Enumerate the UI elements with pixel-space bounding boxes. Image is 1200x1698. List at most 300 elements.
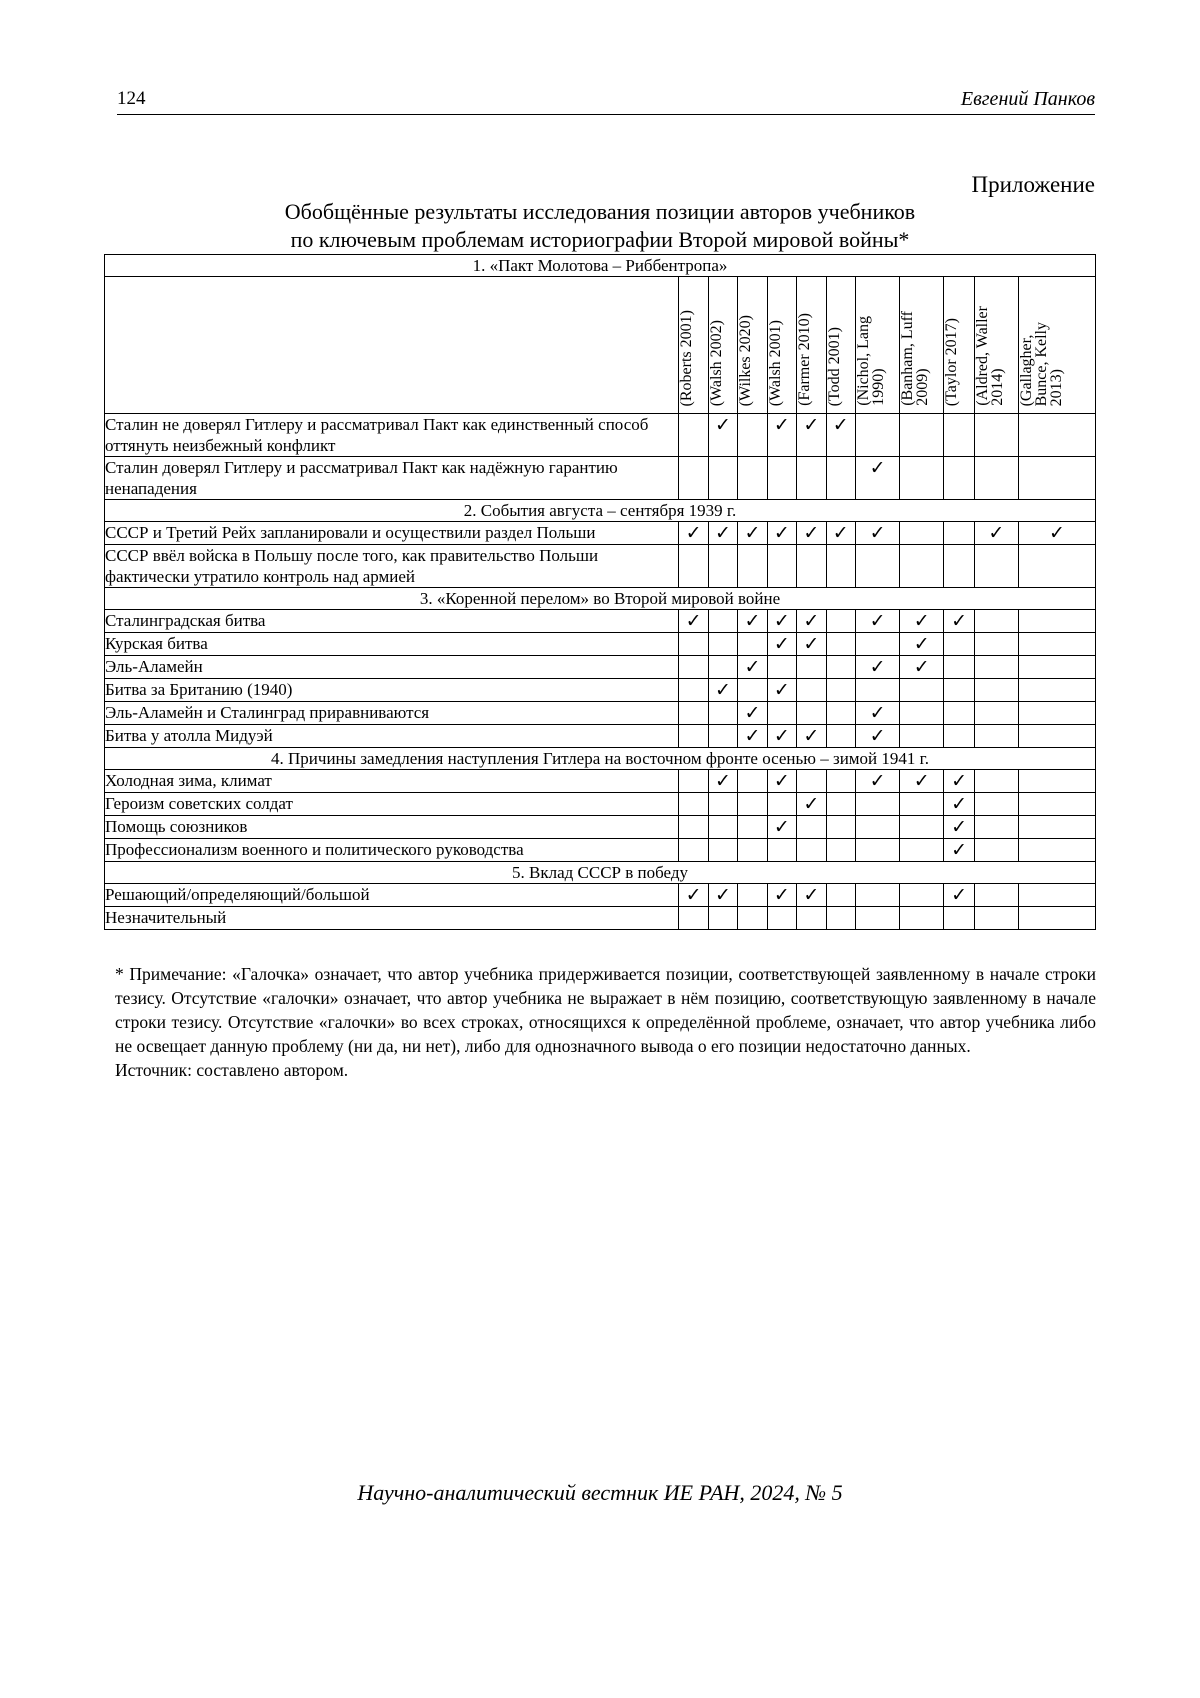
empty-cell <box>708 656 737 679</box>
empty-cell <box>826 725 855 748</box>
thesis-cell: Героизм советских солдат <box>105 793 679 816</box>
empty-cell <box>855 545 899 588</box>
empty-cell <box>855 884 899 907</box>
running-head <box>117 84 1095 115</box>
thesis-cell: Битва у атолла Мидуэй <box>105 725 679 748</box>
checkmark-icon: ✓ <box>744 702 761 724</box>
checkmark-icon: ✓ <box>951 610 967 632</box>
checkmark-cell <box>944 839 975 862</box>
checkmark-icon: ✓ <box>803 633 820 655</box>
sources-header-row <box>105 277 1096 414</box>
empty-cell <box>679 907 708 930</box>
checkmark-cell <box>708 522 737 545</box>
empty-cell <box>826 884 855 907</box>
empty-cell <box>797 770 826 793</box>
checkmark-cell <box>944 884 975 907</box>
page-number: 124 <box>117 88 146 109</box>
empty-cell <box>944 702 975 725</box>
empty-cell <box>944 522 975 545</box>
checkmark-icon: ✓ <box>951 770 967 792</box>
checkmark-icon: ✓ <box>744 656 761 678</box>
checkmark-icon: ✓ <box>715 770 731 792</box>
source-name: (Wilkes 2020) <box>737 314 755 406</box>
empty-cell <box>797 656 826 679</box>
checkmark-cell <box>826 414 855 457</box>
empty-cell <box>708 907 737 930</box>
source-header-cell <box>1018 277 1095 414</box>
empty-cell <box>826 656 855 679</box>
checkmark-icon: ✓ <box>803 793 820 815</box>
empty-cell <box>767 457 796 500</box>
checkmark-cell <box>855 522 899 545</box>
empty-cell <box>797 545 826 588</box>
checkmark-icon: ✓ <box>773 610 790 632</box>
checkmark-cell <box>944 770 975 793</box>
empty-cell <box>974 633 1018 656</box>
empty-cell <box>679 839 708 862</box>
source-name: (Aldred, Waller 2014) <box>973 306 1006 406</box>
empty-cell <box>738 770 767 793</box>
checkmark-cell <box>797 725 826 748</box>
table-row <box>105 907 1096 930</box>
empty-cell <box>1018 457 1095 500</box>
checkmark-cell <box>767 610 796 633</box>
checkmark-icon: ✓ <box>869 522 886 544</box>
empty-cell <box>900 884 944 907</box>
section-header-row <box>105 255 1096 277</box>
source-header-cell <box>738 277 767 414</box>
checkmark-cell <box>797 633 826 656</box>
empty-cell <box>1018 545 1095 588</box>
checkmark-cell <box>738 656 767 679</box>
empty-cell <box>708 610 737 633</box>
empty-cell <box>944 414 975 457</box>
empty-cell <box>900 793 944 816</box>
empty-cell <box>944 656 975 679</box>
checkmark-icon: ✓ <box>951 839 967 861</box>
empty-cell <box>944 907 975 930</box>
empty-cell <box>679 679 708 702</box>
empty-cell <box>738 816 767 839</box>
empty-cell <box>944 545 975 588</box>
empty-cell <box>679 702 708 725</box>
empty-cell <box>797 679 826 702</box>
source-header-cell <box>855 277 899 414</box>
empty-cell <box>826 633 855 656</box>
section-title: 4. Причины замедления наступления Гитлера на восточном фронте осенью – зимой 1941 г. <box>105 748 1096 770</box>
empty-cell <box>708 793 737 816</box>
results-table <box>104 254 1096 930</box>
checkmark-cell <box>797 610 826 633</box>
checkmark-cell <box>767 816 796 839</box>
empty-cell <box>767 702 796 725</box>
empty-cell <box>767 839 796 862</box>
checkmark-icon: ✓ <box>951 884 967 906</box>
empty-cell <box>826 839 855 862</box>
empty-cell <box>738 793 767 816</box>
empty-cell <box>900 545 944 588</box>
checkmark-icon: ✓ <box>715 414 731 436</box>
checkmark-icon: ✓ <box>951 793 967 815</box>
empty-cell <box>900 414 944 457</box>
checkmark-icon: ✓ <box>773 679 790 701</box>
section-header-row <box>105 588 1096 610</box>
source-header-cell <box>826 277 855 414</box>
source-name: (Roberts 2001) <box>678 309 696 406</box>
empty-cell <box>679 770 708 793</box>
table-row <box>105 457 1096 500</box>
checkmark-cell <box>855 457 899 500</box>
empty-cell <box>1018 702 1095 725</box>
checkmark-icon: ✓ <box>913 770 930 792</box>
empty-cell <box>1018 793 1095 816</box>
checkmark-cell <box>767 725 796 748</box>
empty-cell <box>974 725 1018 748</box>
empty-cell <box>974 656 1018 679</box>
thesis-cell: Незначительный <box>105 907 679 930</box>
empty-cell <box>855 633 899 656</box>
table-row <box>105 414 1096 457</box>
checkmark-cell <box>797 793 826 816</box>
section-title: 5. Вклад СССР в победу <box>105 862 1096 884</box>
checkmark-cell <box>900 656 944 679</box>
table-row <box>105 793 1096 816</box>
empty-cell <box>738 907 767 930</box>
checkmark-icon: ✓ <box>803 610 820 632</box>
checkmark-icon: ✓ <box>685 610 702 632</box>
checkmark-icon: ✓ <box>869 770 886 792</box>
checkmark-cell <box>944 610 975 633</box>
thesis-cell: Курская битва <box>105 633 679 656</box>
thesis-cell: СССР и Третий Рейх запланировали и осуществили раздел Польши <box>105 522 679 545</box>
section-header-row <box>105 748 1096 770</box>
empty-cell <box>974 839 1018 862</box>
checkmark-icon: ✓ <box>913 633 930 655</box>
empty-cell <box>679 457 708 500</box>
empty-cell <box>1018 414 1095 457</box>
empty-cell <box>974 457 1018 500</box>
empty-cell <box>900 702 944 725</box>
checkmark-cell <box>767 522 796 545</box>
empty-cell <box>900 457 944 500</box>
section-header-row <box>105 500 1096 522</box>
empty-cell <box>944 633 975 656</box>
empty-cell <box>708 545 737 588</box>
checkmark-icon: ✓ <box>803 884 820 906</box>
empty-cell <box>679 816 708 839</box>
table-title <box>104 198 1096 254</box>
table-row <box>105 633 1096 656</box>
empty-cell <box>855 816 899 839</box>
checkmark-icon: ✓ <box>869 656 886 678</box>
thesis-cell: Эль-Аламейн и Сталинград приравниваются <box>105 702 679 725</box>
table-row <box>105 679 1096 702</box>
empty-cell <box>1018 770 1095 793</box>
table-title-line-2: по ключевым проблемам историографии Второй мировой войны* <box>290 227 910 252</box>
table-row <box>105 816 1096 839</box>
section-title: 1. «Пакт Молотова – Риббентропа» <box>105 255 1096 277</box>
source-header-cell <box>974 277 1018 414</box>
source-header-cell <box>900 277 944 414</box>
empty-cell <box>855 414 899 457</box>
empty-cell <box>708 457 737 500</box>
empty-cell <box>974 793 1018 816</box>
empty-cell <box>797 907 826 930</box>
empty-cell <box>767 793 796 816</box>
empty-cell <box>855 679 899 702</box>
empty-cell <box>738 839 767 862</box>
empty-cell <box>826 679 855 702</box>
empty-cell <box>1018 610 1095 633</box>
checkmark-cell <box>679 522 708 545</box>
source-name: (Banham, Luff 2009) <box>899 311 932 406</box>
empty-cell <box>797 839 826 862</box>
checkmark-cell <box>708 679 737 702</box>
source-name: (Nichol, Lang 1990) <box>854 316 887 406</box>
source-name: (Todd 2001) <box>825 326 843 406</box>
empty-cell <box>679 633 708 656</box>
source-header-cell <box>797 277 826 414</box>
table-row <box>105 702 1096 725</box>
thesis-cell: Сталинградская битва <box>105 610 679 633</box>
thesis-cell: Решающий/определяющий/большой <box>105 884 679 907</box>
source-name: (Taylor 2017) <box>943 317 961 406</box>
table-row <box>105 839 1096 862</box>
empty-cell <box>1018 816 1095 839</box>
empty-cell <box>708 839 737 862</box>
checkmark-icon: ✓ <box>951 816 967 838</box>
empty-cell <box>679 414 708 457</box>
checkmark-cell <box>679 884 708 907</box>
checkmark-cell <box>855 725 899 748</box>
empty-cell <box>1018 884 1095 907</box>
thesis-cell: Холодная зима, климат <box>105 770 679 793</box>
checkmark-cell <box>767 770 796 793</box>
empty-cell <box>679 656 708 679</box>
thesis-cell: Помощь союзников <box>105 816 679 839</box>
checkmark-cell <box>974 522 1018 545</box>
section-header-row <box>105 862 1096 884</box>
checkmark-icon: ✓ <box>988 522 1005 544</box>
checkmark-icon: ✓ <box>685 522 702 544</box>
thesis-cell: Битва за Британию (1940) <box>105 679 679 702</box>
checkmark-icon: ✓ <box>744 610 761 632</box>
checkmark-cell <box>944 816 975 839</box>
empty-cell <box>826 545 855 588</box>
empty-cell <box>767 907 796 930</box>
empty-cell <box>855 793 899 816</box>
empty-cell <box>797 457 826 500</box>
empty-cell <box>738 884 767 907</box>
empty-cell <box>1018 725 1095 748</box>
footnote-text: * Примечание: «Галочка» означает, что автор учебника придерживается позиции, соответствующей заявленному в начале строки тезису. Отсутствие «галочки» означает, что автор учебника не выражает в нём позицию, соответствующую заявленному в начале строки тезису. Отсутствие «галочки» во всех строках, относящихся к определённой проблеме, означает, что автор учебника либо не освещает данную проблему (ни да, ни нет), либо для однозначного вывода о его позиции недостаточно данных. <box>115 964 1096 1056</box>
empty-cell <box>738 414 767 457</box>
checkmark-icon: ✓ <box>773 725 790 747</box>
empty-cell <box>900 816 944 839</box>
empty-cell <box>944 725 975 748</box>
checkmark-icon: ✓ <box>773 816 790 838</box>
checkmark-icon: ✓ <box>832 522 849 544</box>
checkmark-cell <box>797 414 826 457</box>
checkmark-cell <box>708 770 737 793</box>
empty-cell <box>826 816 855 839</box>
empty-cell <box>1018 839 1095 862</box>
empty-cell <box>974 702 1018 725</box>
section-title: 2. События августа – сентября 1939 г. <box>105 500 1096 522</box>
checkmark-cell <box>826 522 855 545</box>
empty-cell <box>826 702 855 725</box>
source-header-cell <box>944 277 975 414</box>
checkmark-icon: ✓ <box>913 656 930 678</box>
empty-cell <box>826 457 855 500</box>
empty-cell <box>826 770 855 793</box>
empty-cell <box>974 545 1018 588</box>
empty-cell <box>767 656 796 679</box>
empty-cell <box>738 457 767 500</box>
empty-cell <box>900 522 944 545</box>
checkmark-icon: ✓ <box>715 884 731 906</box>
empty-cell <box>738 679 767 702</box>
checkmark-cell <box>767 679 796 702</box>
empty-cell <box>944 457 975 500</box>
table-title-line-1: Обобщённые результаты исследования позиции авторов учебников <box>284 199 916 224</box>
empty-cell <box>974 414 1018 457</box>
checkmark-icon: ✓ <box>869 702 886 724</box>
checkmark-icon: ✓ <box>913 610 930 632</box>
empty-cell <box>900 839 944 862</box>
table-row <box>105 884 1096 907</box>
checkmark-icon: ✓ <box>773 884 790 906</box>
checkmark-icon: ✓ <box>773 522 790 544</box>
source-name: (Walsh 2001) <box>766 319 784 406</box>
empty-cell <box>826 793 855 816</box>
checkmark-cell <box>797 884 826 907</box>
empty-cell <box>1018 633 1095 656</box>
thesis-cell: Профессионализм военного и политического руководства <box>105 839 679 862</box>
empty-cell <box>900 725 944 748</box>
empty-cell <box>708 702 737 725</box>
empty-cell <box>708 725 737 748</box>
empty-cell <box>797 816 826 839</box>
checkmark-cell <box>944 793 975 816</box>
empty-cell <box>900 907 944 930</box>
empty-cell <box>1018 656 1095 679</box>
checkmark-cell <box>738 725 767 748</box>
thesis-cell: Сталин доверял Гитлеру и рассматривал Пакт как надёжную гарантию ненападения <box>105 457 679 500</box>
checkmark-cell <box>767 633 796 656</box>
empty-cell <box>900 679 944 702</box>
checkmark-cell <box>797 522 826 545</box>
empty-cell <box>944 679 975 702</box>
section-title: 3. «Коренной перелом» во Второй мировой войне <box>105 588 1096 610</box>
checkmark-cell <box>708 884 737 907</box>
checkmark-icon: ✓ <box>803 522 820 544</box>
empty-cell <box>797 702 826 725</box>
checkmark-icon: ✓ <box>803 414 820 436</box>
table-row <box>105 522 1096 545</box>
empty-header-cell <box>105 277 679 414</box>
table-row <box>105 545 1096 588</box>
empty-cell <box>738 545 767 588</box>
empty-cell <box>974 907 1018 930</box>
empty-cell <box>974 679 1018 702</box>
empty-cell <box>738 633 767 656</box>
checkmark-icon: ✓ <box>685 884 702 906</box>
empty-cell <box>974 884 1018 907</box>
checkmark-cell <box>1018 522 1095 545</box>
source-header-cell <box>679 277 708 414</box>
empty-cell <box>826 610 855 633</box>
checkmark-cell <box>900 610 944 633</box>
checkmark-icon: ✓ <box>869 610 886 632</box>
checkmark-icon: ✓ <box>869 725 886 747</box>
checkmark-cell <box>855 702 899 725</box>
empty-cell <box>855 839 899 862</box>
empty-cell <box>708 816 737 839</box>
table-row <box>105 725 1096 748</box>
checkmark-cell <box>679 610 708 633</box>
checkmark-cell <box>767 884 796 907</box>
empty-cell <box>974 610 1018 633</box>
source-name: (Gallagher, Bunce, Kelly 2013) <box>1017 321 1065 406</box>
checkmark-icon: ✓ <box>744 522 761 544</box>
source-header-cell <box>708 277 737 414</box>
checkmark-icon: ✓ <box>773 414 790 436</box>
empty-cell <box>855 907 899 930</box>
table-row <box>105 610 1096 633</box>
source-note: Источник: составлено автором. <box>115 1060 349 1080</box>
thesis-cell: Эль-Аламейн <box>105 656 679 679</box>
checkmark-cell <box>767 414 796 457</box>
appendix-label: Приложение <box>971 172 1095 197</box>
checkmark-icon: ✓ <box>803 725 820 747</box>
checkmark-icon: ✓ <box>773 633 790 655</box>
checkmark-cell <box>900 770 944 793</box>
checkmark-cell <box>738 610 767 633</box>
checkmark-icon: ✓ <box>832 414 849 436</box>
checkmark-cell <box>855 770 899 793</box>
checkmark-cell <box>855 610 899 633</box>
checkmark-icon: ✓ <box>869 457 886 479</box>
checkmark-cell <box>738 702 767 725</box>
checkmark-cell <box>900 633 944 656</box>
source-name: (Farmer 2010) <box>796 313 814 406</box>
table-note <box>115 962 1096 1082</box>
empty-cell <box>767 545 796 588</box>
table-row <box>105 770 1096 793</box>
source-header-cell <box>767 277 796 414</box>
empty-cell <box>826 907 855 930</box>
thesis-cell: СССР ввёл войска в Польшу после того, как правительство Польши фактически утратило контроль над армией <box>105 545 679 588</box>
checkmark-icon: ✓ <box>715 679 731 701</box>
empty-cell <box>974 770 1018 793</box>
checkmark-icon: ✓ <box>744 725 761 747</box>
empty-cell <box>1018 907 1095 930</box>
empty-cell <box>679 793 708 816</box>
checkmark-cell <box>708 414 737 457</box>
checkmark-cell <box>855 656 899 679</box>
source-name: (Walsh 2002) <box>707 319 725 406</box>
table-row <box>105 656 1096 679</box>
empty-cell <box>679 725 708 748</box>
empty-cell <box>1018 679 1095 702</box>
journal-footer: Научно-аналитический вестник ИЕ РАН, 2024, № 5 <box>357 1480 843 1505</box>
checkmark-icon: ✓ <box>773 770 790 792</box>
author-name: Евгений Панков <box>960 88 1095 110</box>
checkmark-icon: ✓ <box>715 522 731 544</box>
thesis-cell: Сталин не доверял Гитлеру и рассматривал Пакт как единственный способ оттянуть неизбежный конфликт <box>105 414 679 457</box>
empty-cell <box>679 545 708 588</box>
